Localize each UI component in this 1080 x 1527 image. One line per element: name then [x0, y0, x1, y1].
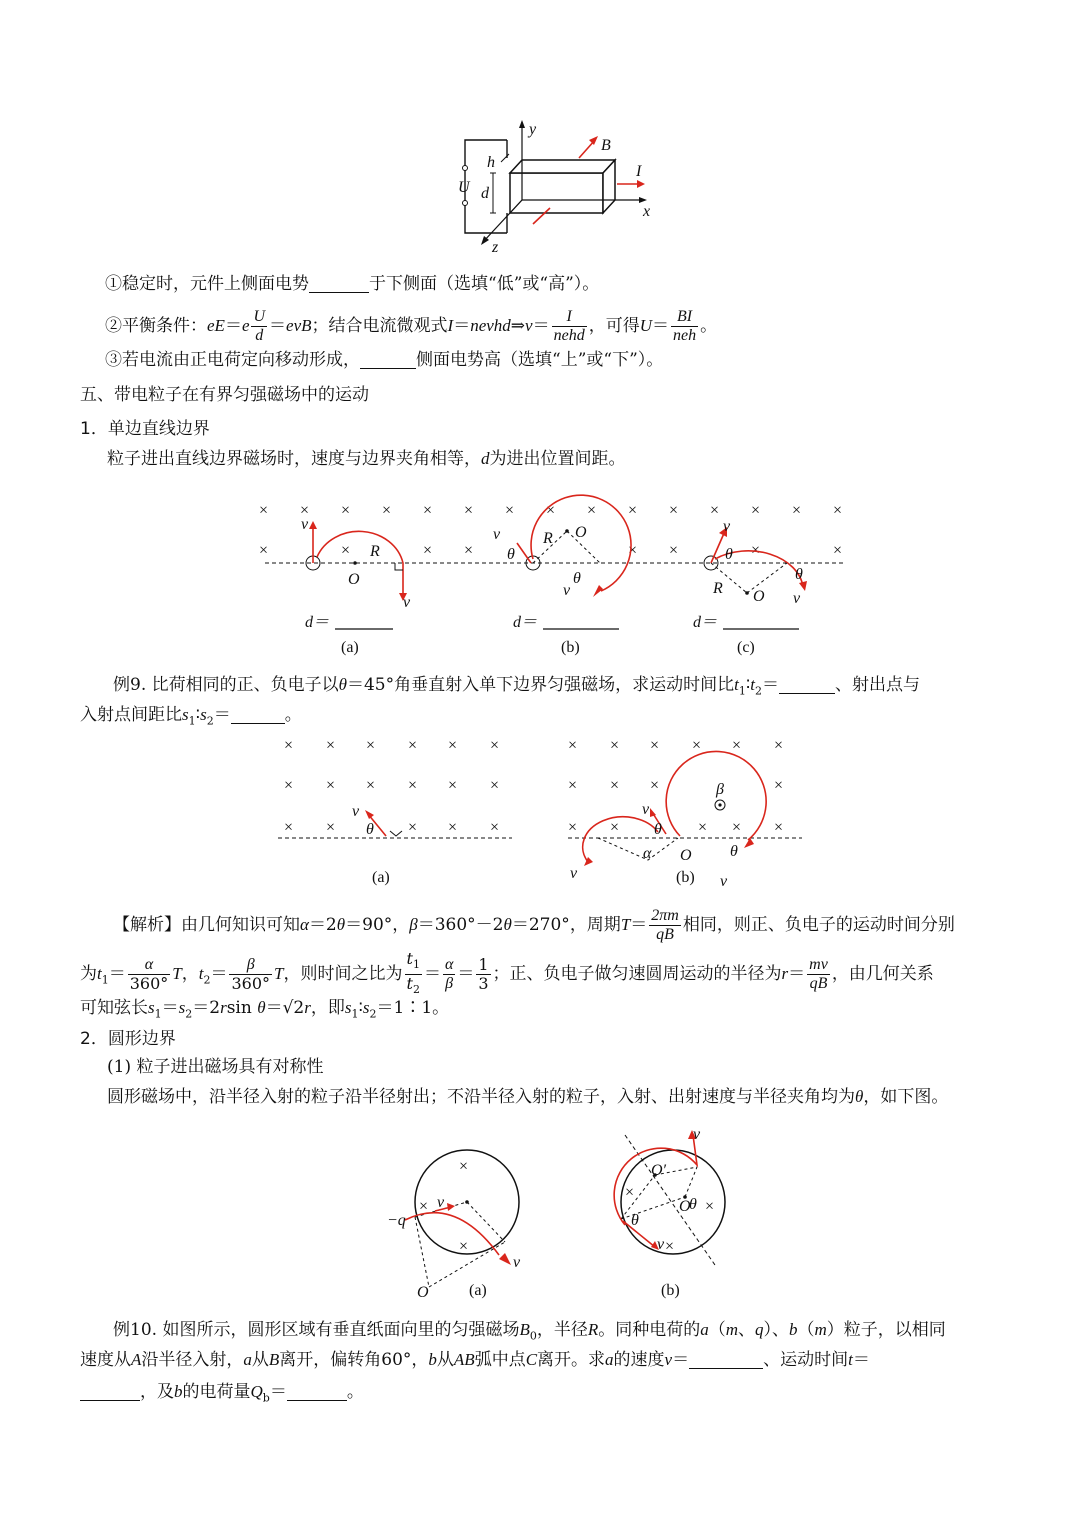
axis-y-label: y: [529, 121, 537, 138]
answer-blank: [309, 274, 369, 293]
example10-line1: 例10. 如图所示，圆形区域有垂直纸面向里的匀强磁场$B_0$，半径R。同种电荷的a（m、q）、b（m）粒子，以相同: [113, 1320, 946, 1343]
svg-text:×: ×: [710, 502, 720, 519]
example9-line1: 例9. 比荷相同的正、负电子以θ＝45°角垂直射入单下边界匀强磁场，求运动时间比$t_1∶t_2=$ 、射出点与: [113, 675, 921, 698]
svg-text:×: ×: [833, 542, 843, 559]
svg-text:×: ×: [382, 502, 392, 519]
svg-text:×: ×: [587, 502, 597, 519]
svg-text:×: ×: [366, 777, 376, 794]
caption-a: (a): [341, 639, 359, 656]
svg-text:R: R: [543, 530, 553, 547]
analysis-line1: 【解析】由几何知识可知α＝2θ＝90°，β＝360°－2θ＝270°，周期T＝ $\frac{2\pi m}{qB}$ 相同，则正、负电子的运动时间分别: [113, 907, 955, 943]
svg-text:v: v: [570, 865, 578, 882]
svg-text:v: v: [720, 873, 728, 890]
svg-text:θ: θ: [631, 1212, 639, 1229]
svg-text:O′: O′: [651, 1162, 667, 1179]
svg-text:×: ×: [259, 542, 269, 559]
analysis-line3: 可知弦长$s_1=s_2=2rsin$ θ＝√2r，即$s_1∶s_2=1∶1$。: [80, 998, 450, 1021]
svg-text:×: ×: [732, 819, 742, 836]
svg-text:×: ×: [259, 502, 269, 519]
circular-boundary-figure: [385, 1125, 745, 1305]
svg-text:−q: −q: [387, 1212, 406, 1229]
svg-text:θ: θ: [507, 546, 515, 563]
current-i-label: I: [636, 163, 642, 180]
svg-text:v: v: [301, 516, 309, 533]
svg-text:v: v: [493, 526, 501, 543]
svg-text:×: ×: [610, 819, 620, 836]
svg-text:×: ×: [628, 502, 638, 519]
d-label: d＝: [305, 614, 330, 631]
paragraph: 粒子进出直线边界磁场时，速度与边界夹角相等，d为进出位置间距。: [107, 449, 626, 469]
hall-effect-figure: [455, 118, 655, 268]
svg-text:α: α: [643, 845, 652, 862]
svg-text:×: ×: [419, 1198, 429, 1215]
d-label: d＝: [513, 614, 538, 631]
svg-text:×: ×: [448, 777, 458, 794]
svg-text:v: v: [563, 582, 571, 599]
svg-text:×: ×: [423, 502, 433, 519]
svg-text:O: O: [575, 524, 587, 541]
svg-text:×: ×: [625, 1184, 635, 1201]
svg-text:×: ×: [568, 737, 578, 754]
svg-text:O: O: [680, 847, 692, 864]
svg-text:v: v: [657, 1236, 665, 1253]
analysis-line2: 为$t_1=$ $\frac{\alpha}{360^\circ}$ T，$t_2=$ $\frac{\beta}{360^\circ}$ T，则时间之比为 $\frac{t_1}{t_2}$ ＝ $\frac{\alpha}{\beta}$ ＝ $\frac{1}{3}$ ；正、负电子做匀速圆周运动的半径为r＝ $\frac{mv}{qB}$ ，由几何关系: [80, 949, 934, 997]
svg-text:×: ×: [774, 737, 784, 754]
svg-text:O: O: [679, 1198, 691, 1215]
svg-text:×: ×: [490, 777, 500, 794]
hall-item-1: ①稳定时，元件上侧面电势 于下侧面（选填“低”或“高”）。: [105, 274, 600, 294]
hall-item-2: ②平衡条件：eE＝e $\frac{U}{d}$ ＝evB；结合电流微观式I＝nevhd⇒v＝ $\frac{I}{\text{nehd}}$ ，可得U＝ $\frac{BI}{\text{neh}}$ 。: [105, 308, 718, 344]
svg-text:θ: θ: [795, 566, 803, 583]
paragraph: (1) 粒子进出磁场具有对称性: [107, 1057, 324, 1077]
svg-text:×: ×: [692, 737, 702, 754]
svg-text:O: O: [417, 1284, 429, 1301]
paragraph: 圆形磁场中，沿半径入射的粒子沿半径射出；不沿半径入射的粒子，入射、出射速度与半径夹角均为θ，如下图。: [107, 1087, 949, 1107]
svg-text:v: v: [793, 590, 801, 607]
svg-text:×: ×: [490, 737, 500, 754]
svg-text:θ: θ: [730, 843, 738, 860]
hall-item-3: ③若电流由正电荷定向移动形成， 侧面电势高（选填“上”或“下”）。: [105, 350, 664, 370]
svg-text:×: ×: [546, 502, 556, 519]
svg-text:O: O: [348, 571, 360, 588]
caption-c: (c): [737, 639, 755, 656]
svg-text:×: ×: [448, 819, 458, 836]
svg-text:×: ×: [774, 819, 784, 836]
svg-text:β: β: [716, 781, 724, 798]
example9-figure: [278, 730, 838, 890]
svg-text:v: v: [723, 518, 731, 535]
section-title: 五、带电粒子在有界匀强磁场中的运动: [80, 385, 369, 405]
caption-a: (a): [372, 869, 390, 886]
svg-text:v: v: [437, 1194, 445, 1211]
caption-a: (a): [469, 1282, 487, 1299]
svg-text:×: ×: [284, 737, 294, 754]
svg-text:×: ×: [732, 737, 742, 754]
svg-text:×: ×: [423, 542, 433, 559]
svg-text:×: ×: [464, 542, 474, 559]
svg-text:×: ×: [628, 542, 638, 559]
svg-text:×: ×: [408, 819, 418, 836]
svg-text:×: ×: [300, 502, 310, 519]
svg-text:×: ×: [751, 502, 761, 519]
svg-text:×: ×: [705, 1198, 715, 1215]
svg-text:×: ×: [669, 542, 679, 559]
caption-b: (b): [661, 1282, 680, 1299]
caption-b: (b): [676, 869, 695, 886]
svg-text:θ: θ: [573, 570, 581, 587]
svg-text:×: ×: [326, 737, 336, 754]
svg-text:×: ×: [774, 777, 784, 794]
svg-text:R: R: [370, 543, 380, 560]
d-label: d＝: [693, 614, 718, 631]
answer-blank: [231, 705, 285, 724]
svg-text:×: ×: [448, 737, 458, 754]
svg-text:×: ×: [408, 777, 418, 794]
svg-text:×: ×: [610, 737, 620, 754]
svg-text:v: v: [642, 801, 650, 818]
svg-text:v: v: [352, 803, 360, 820]
caption-b: (b): [561, 639, 580, 656]
svg-text:×: ×: [650, 737, 660, 754]
answer-blank: [80, 1382, 140, 1401]
svg-text:v: v: [403, 594, 411, 611]
height-h-label: h: [487, 154, 495, 171]
svg-text:×: ×: [490, 819, 500, 836]
svg-text:×: ×: [341, 502, 351, 519]
svg-text:×: ×: [408, 737, 418, 754]
svg-text:×: ×: [326, 777, 336, 794]
svg-text:×: ×: [669, 502, 679, 519]
svg-text:θ: θ: [366, 821, 374, 838]
svg-text:O: O: [753, 588, 765, 605]
answer-blank: [689, 1350, 763, 1369]
svg-text:R: R: [713, 580, 723, 597]
svg-text:×: ×: [366, 737, 376, 754]
subsection-title: 1．单边直线边界: [80, 419, 210, 439]
answer-blank: [779, 675, 835, 694]
svg-text:×: ×: [284, 777, 294, 794]
svg-text:×: ×: [459, 1238, 469, 1255]
svg-text:×: ×: [284, 819, 294, 836]
svg-text:×: ×: [505, 502, 515, 519]
subsection-title: 2．圆形边界: [80, 1029, 176, 1049]
single-boundary-figure: [255, 495, 875, 665]
svg-text:×: ×: [341, 542, 351, 559]
svg-text:×: ×: [568, 819, 578, 836]
svg-text:×: ×: [568, 777, 578, 794]
example9-line2: 入射点间距比$s_1∶s_2=$ 。: [80, 705, 302, 728]
svg-text:×: ×: [665, 1238, 675, 1255]
svg-text:×: ×: [610, 777, 620, 794]
example10-line3: ，及b的电荷量$Q_b=$ 。: [80, 1380, 364, 1410]
axis-x-label: x: [643, 203, 651, 220]
svg-text:θ: θ: [725, 546, 733, 563]
svg-text:×: ×: [459, 1158, 469, 1175]
svg-text:v: v: [693, 1126, 701, 1143]
answer-blank: [360, 350, 416, 369]
svg-text:v: v: [513, 1254, 521, 1271]
svg-text:×: ×: [464, 502, 474, 519]
svg-text:θ: θ: [689, 1196, 697, 1213]
field-b-label: B: [601, 137, 611, 154]
thickness-d-label: d: [481, 185, 489, 202]
svg-text:×: ×: [833, 502, 843, 519]
voltage-u-label: U: [458, 179, 470, 196]
svg-text:×: ×: [326, 819, 336, 836]
svg-text:θ: θ: [654, 821, 662, 838]
example10-line2: 速度从A沿半径入射，a从B离开，偏转角60°，b从AB弧中点C离开。求a的速度v＝ 、运动时间t＝: [80, 1350, 870, 1370]
svg-text:×: ×: [650, 777, 660, 794]
svg-text:×: ×: [792, 502, 802, 519]
svg-text:×: ×: [698, 819, 708, 836]
axis-z-label: z: [492, 239, 499, 256]
answer-blank: [287, 1382, 347, 1401]
svg-text:×: ×: [751, 542, 761, 559]
